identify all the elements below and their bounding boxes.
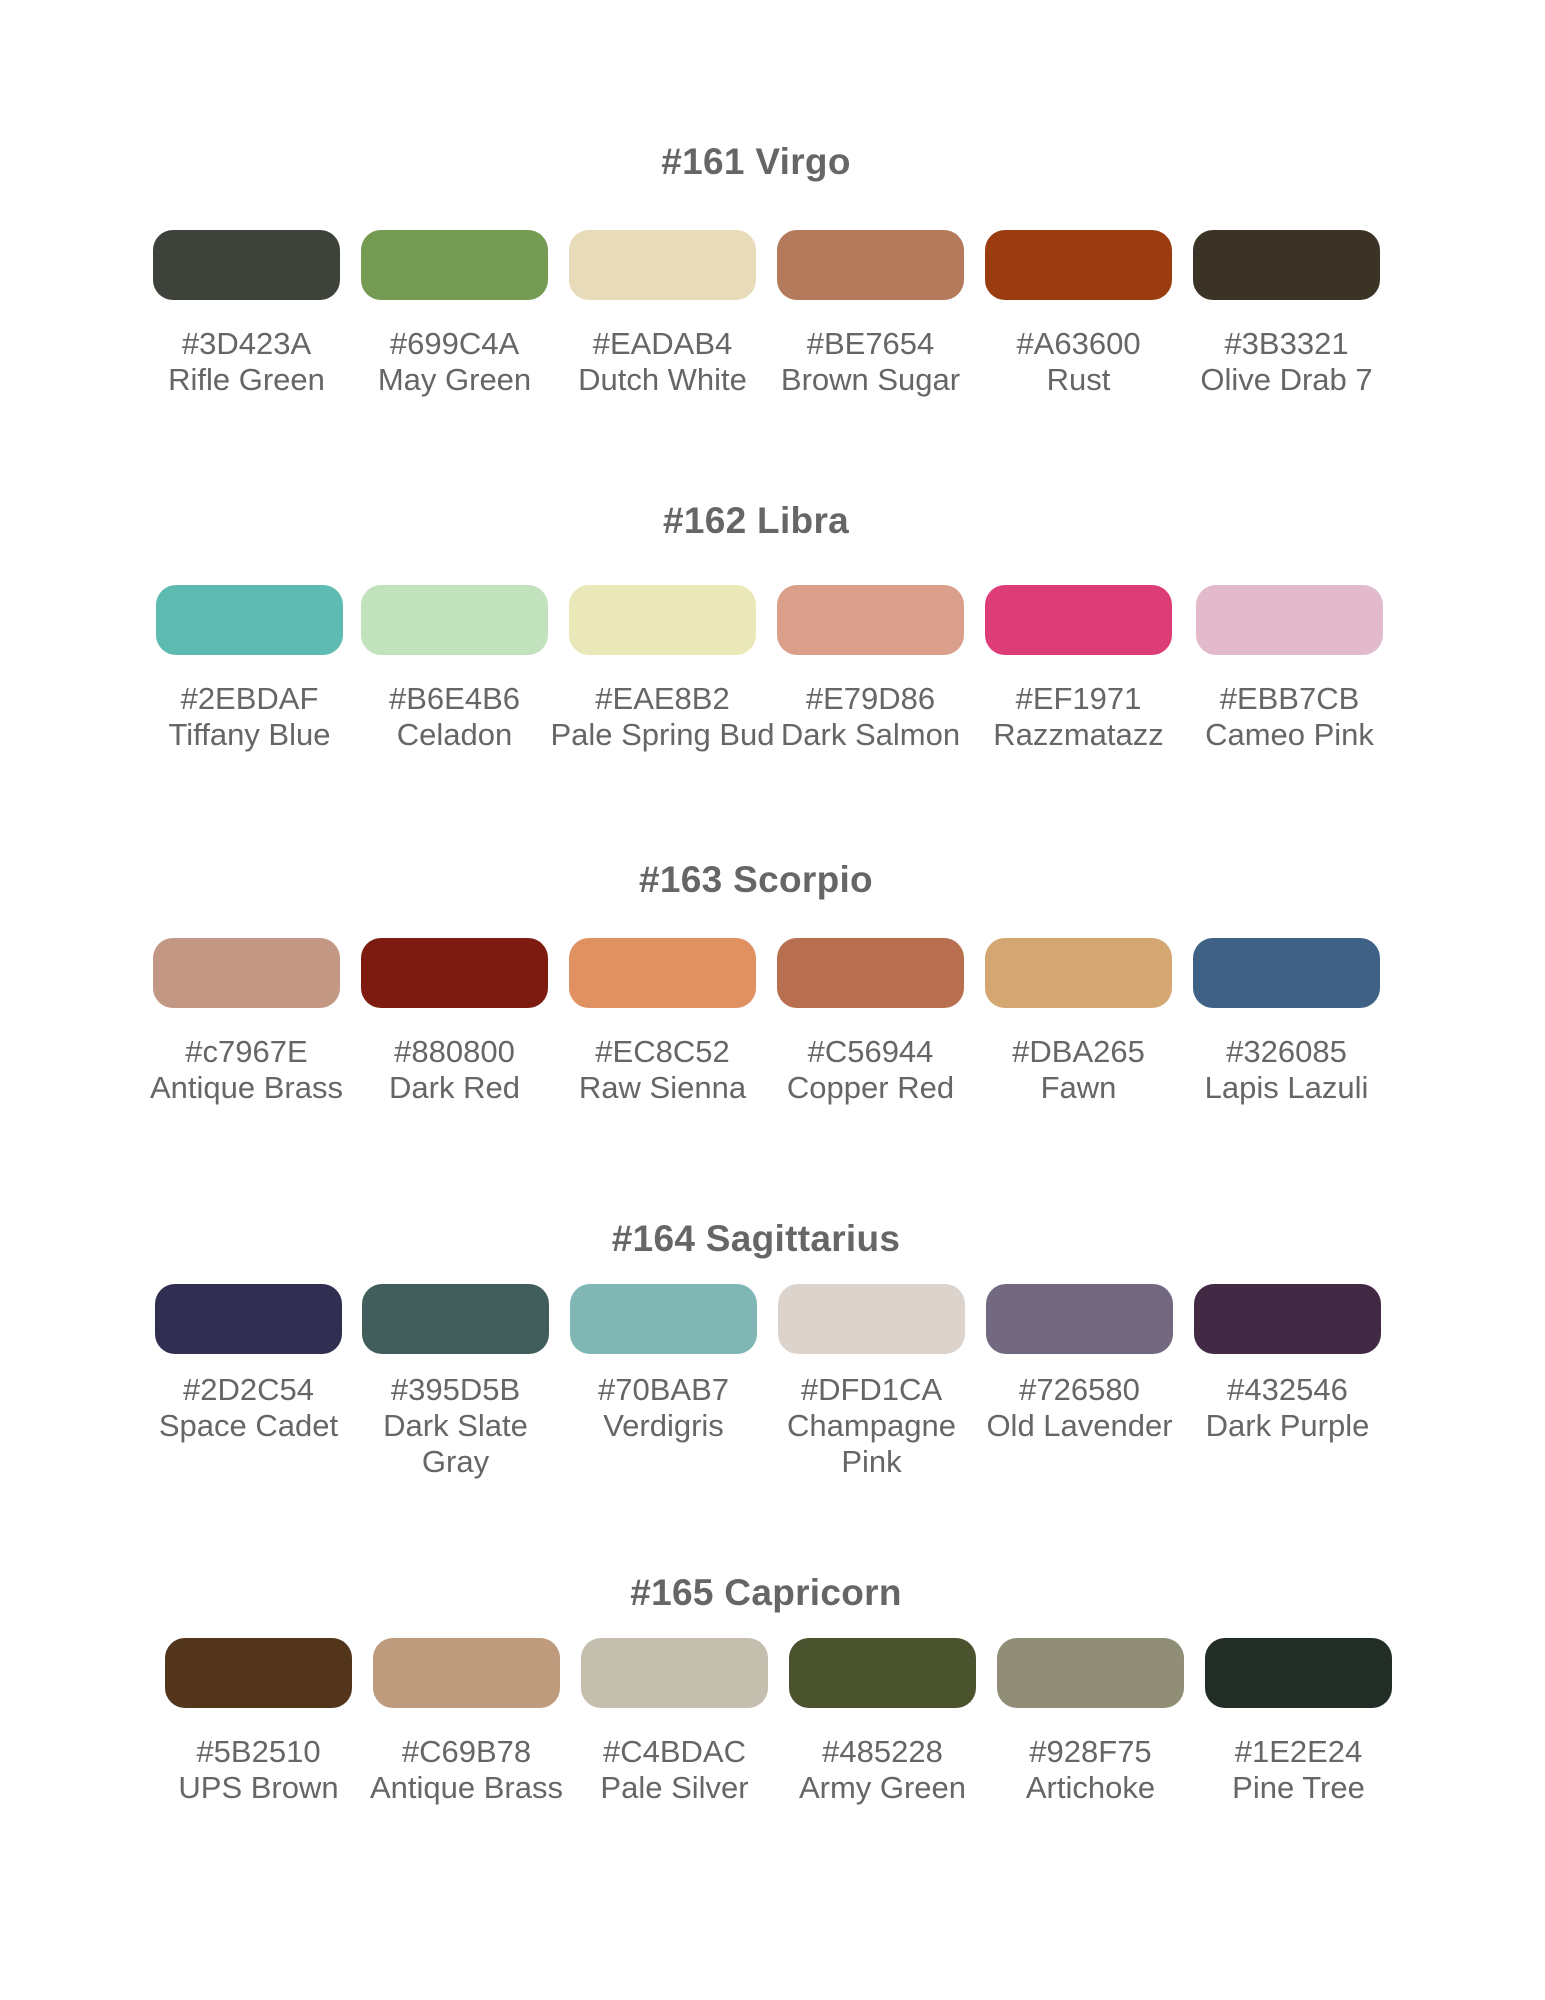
color-name: Champagne Pink <box>787 1408 956 1479</box>
color-swatch <box>1193 230 1380 300</box>
hex-code: #432546 <box>1227 1372 1348 1407</box>
hex-code: #699C4A <box>389 326 520 361</box>
hex-code: #DFD1CA <box>800 1372 943 1407</box>
color-name: Pine Tree <box>1232 1770 1365 1805</box>
color-swatch <box>569 938 756 1008</box>
color-name: Space Cadet <box>158 1408 339 1443</box>
color-swatch <box>362 1284 549 1354</box>
color-card <box>569 938 756 1105</box>
color-swatch <box>156 585 343 655</box>
color-name: Verdigris <box>603 1408 724 1443</box>
color-name: Razzmatazz <box>993 717 1164 752</box>
color-card <box>361 585 548 752</box>
color-card <box>777 585 964 752</box>
color-swatch <box>778 1284 965 1354</box>
hex-code: #485228 <box>822 1734 943 1769</box>
color-name: Rifle Green <box>168 362 325 397</box>
color-card <box>985 230 1172 397</box>
hex-code: #EAE8B2 <box>595 681 730 716</box>
palette-title: #161 Virgo <box>661 141 851 182</box>
color-card <box>150 938 343 1105</box>
color-name: Tiffany Blue <box>168 717 331 752</box>
color-card <box>361 230 548 397</box>
color-swatch <box>361 230 548 300</box>
color-swatch <box>777 585 964 655</box>
color-card <box>777 230 964 397</box>
color-card <box>1205 1638 1392 1805</box>
hex-code: #726580 <box>1019 1372 1140 1407</box>
color-card <box>986 1284 1173 1443</box>
color-name: Dark Salmon <box>780 717 961 752</box>
color-swatch <box>373 1638 560 1708</box>
color-card <box>165 1638 352 1805</box>
color-card <box>997 1638 1184 1805</box>
color-swatch <box>985 938 1172 1008</box>
color-name: Olive Drab 7 <box>1200 362 1373 397</box>
hex-code: #C69B78 <box>401 1734 532 1769</box>
color-swatch <box>789 1638 976 1708</box>
color-swatch <box>153 938 340 1008</box>
color-name: Cameo Pink <box>1205 717 1374 752</box>
color-name: Copper Red <box>786 1070 955 1105</box>
palette-title: #162 Libra <box>662 500 850 541</box>
color-swatch <box>569 585 756 655</box>
color-name: Pale Spring Bud <box>550 717 775 752</box>
color-name: Old Lavender <box>986 1408 1173 1443</box>
color-name: Raw Sienna <box>578 1070 747 1105</box>
color-swatch <box>361 938 548 1008</box>
color-card <box>155 1284 342 1443</box>
color-card <box>361 938 548 1105</box>
hex-code: #EADAB4 <box>592 326 733 361</box>
hex-code: #3B3321 <box>1224 326 1349 361</box>
color-card <box>550 585 775 752</box>
color-name: May Green <box>377 362 532 397</box>
color-swatch <box>361 585 548 655</box>
color-name: Celadon <box>396 717 513 752</box>
color-swatch <box>570 1284 757 1354</box>
color-card <box>153 230 340 397</box>
color-swatch <box>1194 1284 1381 1354</box>
hex-code: #EBB7CB <box>1219 681 1360 716</box>
hex-code: #2EBDAF <box>180 681 319 716</box>
hex-code: #EF1971 <box>1015 681 1142 716</box>
color-swatch <box>155 1284 342 1354</box>
color-swatch <box>1193 938 1380 1008</box>
hex-code: #B6E4B6 <box>389 681 520 716</box>
color-swatch <box>581 1638 768 1708</box>
color-name: Antique Brass <box>150 1070 343 1105</box>
hex-code: #E79D86 <box>805 681 936 716</box>
color-card <box>777 938 964 1105</box>
color-card <box>1196 585 1383 752</box>
hex-code: #A63600 <box>1016 326 1141 361</box>
color-card <box>156 585 343 752</box>
color-name: Rust <box>1046 362 1111 397</box>
color-card <box>570 1284 757 1443</box>
color-name: Dark Red <box>389 1070 520 1105</box>
hex-code: #C56944 <box>807 1034 934 1069</box>
color-name: UPS Brown <box>178 1770 339 1805</box>
color-name: Dutch White <box>578 362 747 397</box>
hex-code: #70BAB7 <box>598 1372 729 1407</box>
color-swatch <box>1196 585 1383 655</box>
hex-code: #928F75 <box>1029 1734 1152 1769</box>
color-card <box>569 230 756 397</box>
color-name: Brown Sugar <box>780 362 961 397</box>
color-name: Army Green <box>798 1770 967 1805</box>
color-name: Pale Silver <box>600 1770 749 1805</box>
palette-title: #164 Sagittarius <box>611 1218 901 1259</box>
color-swatch <box>986 1284 1173 1354</box>
color-name: Antique Brass <box>370 1770 563 1805</box>
color-swatch <box>153 230 340 300</box>
color-swatch <box>777 938 964 1008</box>
color-card <box>985 938 1172 1105</box>
color-card <box>778 1284 965 1479</box>
hex-code: #326085 <box>1226 1034 1347 1069</box>
hex-code: #BE7654 <box>806 326 935 361</box>
palette-title: #165 Capricorn <box>630 1572 902 1613</box>
hex-code: #2D2C54 <box>183 1372 314 1407</box>
color-name: Artichoke <box>1025 1770 1156 1805</box>
hex-code: #C4BDAC <box>603 1734 746 1769</box>
color-swatch <box>997 1638 1184 1708</box>
color-card <box>1194 1284 1381 1443</box>
color-swatch <box>1205 1638 1392 1708</box>
hex-code: #5B2510 <box>196 1734 321 1769</box>
hex-code: #DBA265 <box>1012 1034 1145 1069</box>
color-card <box>1193 938 1380 1105</box>
color-name: Lapis Lazuli <box>1204 1070 1369 1105</box>
color-card <box>985 585 1172 752</box>
hex-code: #EC8C52 <box>595 1034 730 1069</box>
hex-code: #880800 <box>394 1034 515 1069</box>
hex-code: #c7967E <box>185 1034 308 1069</box>
color-swatch <box>777 230 964 300</box>
color-swatch <box>985 230 1172 300</box>
hex-code: #3D423A <box>181 326 312 361</box>
color-card <box>581 1638 768 1805</box>
color-name: Fawn <box>1040 1070 1117 1105</box>
color-card <box>370 1638 563 1805</box>
color-swatch <box>985 585 1172 655</box>
color-card <box>1193 230 1380 397</box>
color-swatch <box>569 230 756 300</box>
palette-title: #163 Scorpio <box>639 859 873 900</box>
color-name: Dark Slate Gray <box>383 1408 528 1479</box>
hex-code: #1E2E24 <box>1234 1734 1363 1769</box>
color-card <box>789 1638 976 1805</box>
color-card <box>362 1284 549 1479</box>
color-name: Dark Purple <box>1205 1408 1370 1443</box>
color-swatch <box>165 1638 352 1708</box>
hex-code: #395D5B <box>390 1372 521 1407</box>
